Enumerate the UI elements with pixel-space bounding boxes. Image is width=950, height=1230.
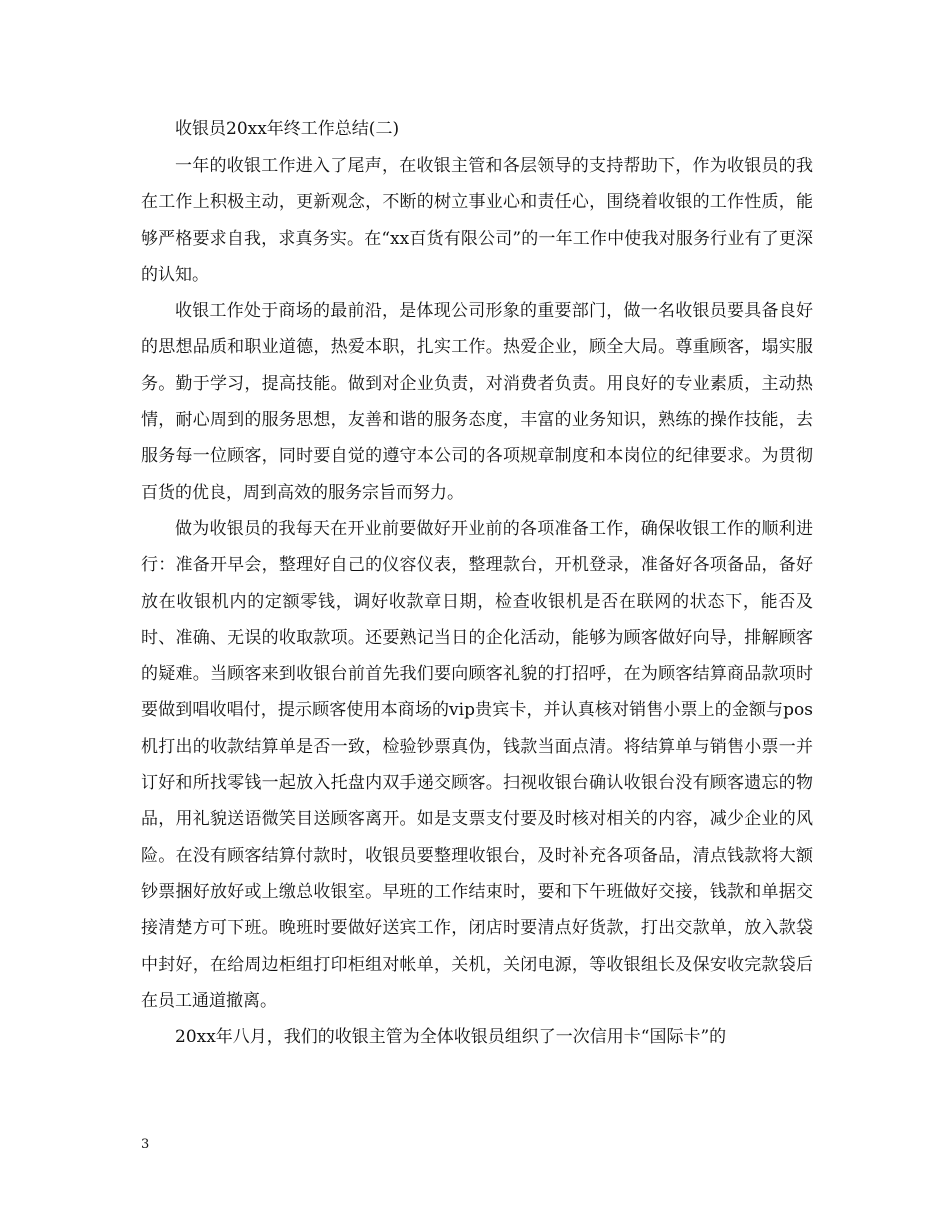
document-body [141,111,813,1055]
paragraph-august-training: 20xx年八月，我们的收银主管为全体收银员组织了一次信用卡“国际卡”的 [175,1027,727,1048]
paragraph-cashier-role: 收银工作处于商场的最前沿，是体现公司形象的重要部门，做一名收银员要具备良好的思想品质和职业道德，热爱本职，扎实工作。热爱企业，顾全大局。尊重顾客，塌实服务。勤于学习，提高技能。做到对企业负责，对消费者负责。用良好的专业素质，主动热情，耐心周到的服务思想，友善和谐的服务态度，丰富的业务知识，熟练的操作技能，去服务每一位顾客，同时要自觉的遵守本公司的各项规章制度和本岗位的纪律要求。为贯彻百货的优良，周到高效的服务宗旨而努力。 [141,301,813,503]
page-number: 3 [141,1137,150,1152]
paragraph-intro: 一年的收银工作进入了尾声，在收银主管和各层领导的支持帮助下，作为收银员的我在工作上积极主动，更新观念，不断的树立事业心和责任心，围绕着收银的工作性质，能够严格要求自我，求真务实。在“xx百货有限公司”的一年工作中使我对服务行业有了更深的认知。 [141,156,813,285]
document-title: 收银员20xx年终工作总结(二) [175,119,400,139]
paragraph-daily-work: 做为收银员的我每天在开业前要做好开业前的各项准备工作，确保收银工作的顺利进行：准备开早会，整理好自己的仪容仪表，整理款台，开机登录，准备好各项备品，备好放在收银机内的定额零钱，调好收款章日期，检查收银机是否在联网的状态下，能否及时、准确、无误的收取款项。还要熟记当日的企化活动，能够为顾客做好向导，排解顾客的疑难。当顾客来到收银台前首先我们要向顾客礼貌的打招呼，在为顾客结算商品款项时要做到唱收唱付，提示顾客使用本商场的vip贵宾卡，并认真核对销售小票上的金额与pos机打出的收款结算单是否一致，检验钞票真伪，钱款当面点清。将结算单与销售小票一并订好和所找零钱一起放入托盘内双手递交顾客。扫视收银台确认收银台没有顾客遗忘的物品，用礼貌送语微笑目送顾客离开。如是支票支付要及时核对相关的内容，减少企业的风险。在没有顾客结算付款时，收银员要整理收银台，及时补充各项备品，清点钱款将大额钞票捆好放好或上缴总收银室。早班的工作结束时，要和下午班做好交接，钱款和单据交接清楚方可下班。晚班时要做好送宾工作，闭店时要清点好货款，打出交款单，放入款袋中封好，在给周边柜组打印柜组对帐单，关机，关闭电源，等收银组长及保安收完款袋后在员工通道撤离。 [141,518,813,1011]
